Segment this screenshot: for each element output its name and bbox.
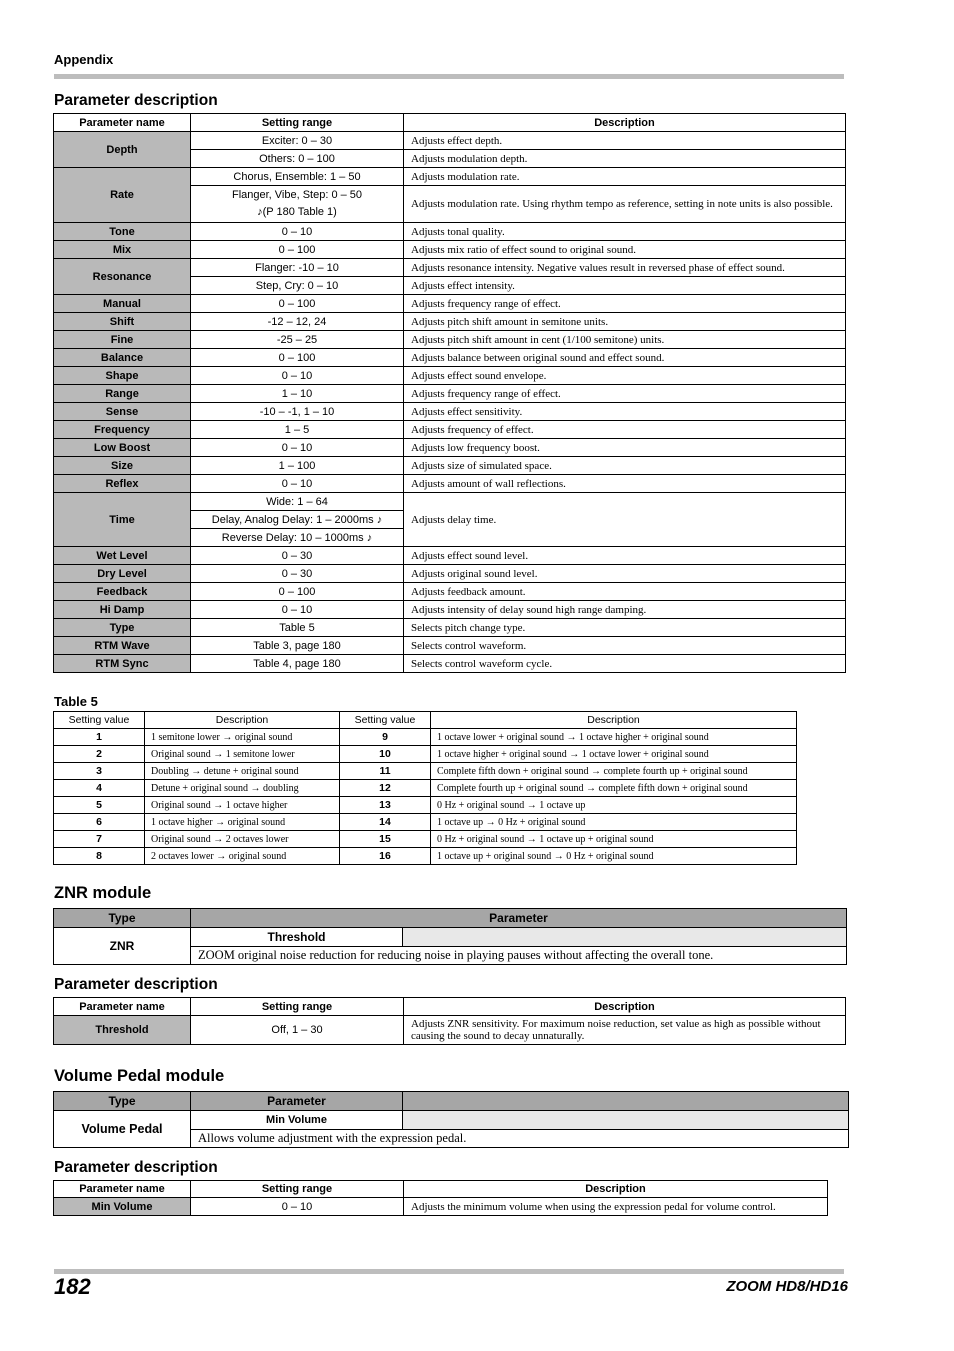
setting-range: Table 4, page 180 xyxy=(191,655,404,673)
value-desc: Detune + original sound → doubling xyxy=(145,780,340,797)
znr-type-header: Type xyxy=(54,909,191,928)
param-name: Shape xyxy=(54,367,191,385)
setting-range: 1 – 10 xyxy=(191,385,404,403)
parameter-table xyxy=(53,113,846,673)
table5-title: Table 5 xyxy=(54,694,98,709)
param-name: Min Volume xyxy=(54,1198,191,1216)
setting-value: 14 xyxy=(340,814,431,831)
table5-row xyxy=(54,763,797,780)
setting-value: 13 xyxy=(340,797,431,814)
col-header-desc: Description xyxy=(404,1181,828,1198)
setting-range: Chorus, Ensemble: 1 – 50 xyxy=(191,168,404,186)
param-name: Type xyxy=(54,619,191,637)
param-desc: Selects control waveform cycle. xyxy=(404,655,846,673)
setting-value: 6 xyxy=(54,814,145,831)
setting-range: 0 – 10 xyxy=(191,367,404,385)
setting-range: Step, Cry: 0 – 10 xyxy=(191,277,404,295)
param-name: Fine xyxy=(54,331,191,349)
value-desc: 1 octave up + original sound → 0 Hz + original sound xyxy=(431,848,797,865)
setting-range: 0 – 10 xyxy=(191,475,404,493)
setting-range: Others: 0 – 100 xyxy=(191,150,404,168)
setting-range: -25 – 25 xyxy=(191,331,404,349)
volpedal-table xyxy=(53,1091,849,1148)
setting-range: Delay, Analog Delay: 1 – 2000ms ♪ xyxy=(191,511,404,529)
param-name: Manual xyxy=(54,295,191,313)
znr-param-threshold: Threshold xyxy=(191,928,403,947)
param-desc: Selects control waveform. xyxy=(404,637,846,655)
setting-range: 0 – 100 xyxy=(191,349,404,367)
param-desc: Adjusts low frequency boost. xyxy=(404,439,846,457)
param-desc: Adjusts mix ratio of effect sound to original sound. xyxy=(404,241,846,259)
param-name: Mix xyxy=(54,241,191,259)
param-name: Resonance xyxy=(54,259,191,295)
param-name: Feedback xyxy=(54,583,191,601)
col-header-name: Parameter name xyxy=(54,998,191,1016)
param-name: Time xyxy=(54,493,191,547)
znr-param-header: Parameter xyxy=(191,909,847,928)
param-desc: Adjusts effect depth. xyxy=(404,132,846,150)
setting-range: 1 – 100 xyxy=(191,457,404,475)
param-desc: Adjusts pitch shift amount in cent (1/100 semitone) units. xyxy=(404,331,846,349)
param-name: Rate xyxy=(54,168,191,223)
param-desc: Adjusts effect sound level. xyxy=(404,547,846,565)
table5-row xyxy=(54,831,797,848)
value-desc: Complete fourth up + original sound → complete fifth down + original sound xyxy=(431,780,797,797)
param-desc: Adjusts delay time. xyxy=(404,493,846,547)
range-line: ♪(P 180 Table 1) xyxy=(257,206,337,218)
table5-row xyxy=(54,780,797,797)
vp-type-name: Volume Pedal xyxy=(54,1111,191,1148)
value-desc: Doubling → detune + original sound xyxy=(145,763,340,780)
setting-range: Wide: 1 – 64 xyxy=(191,493,404,511)
znr-pd-title: Parameter description xyxy=(54,976,218,993)
param-name: Threshold xyxy=(54,1016,191,1045)
setting-range: Reverse Delay: 10 – 1000ms ♪ xyxy=(191,529,404,547)
t5-header-desc: Description xyxy=(431,712,797,729)
setting-range: Table 5 xyxy=(191,619,404,637)
table5-row xyxy=(54,797,797,814)
znr-param-table xyxy=(53,997,846,1045)
param-desc: Adjusts effect sensitivity. xyxy=(404,403,846,421)
param-name: Frequency xyxy=(54,421,191,439)
setting-range: 0 – 30 xyxy=(191,547,404,565)
param-desc: Adjusts effect sound envelope. xyxy=(404,367,846,385)
setting-value: 16 xyxy=(340,848,431,865)
setting-range: Table 3, page 180 xyxy=(191,637,404,655)
setting-value: 7 xyxy=(54,831,145,848)
value-desc: 1 semitone lower → original sound xyxy=(145,729,340,746)
vp-param-minvolume: Min Volume xyxy=(191,1111,403,1130)
param-desc: Adjusts feedback amount. xyxy=(404,583,846,601)
setting-range: 0 – 30 xyxy=(191,565,404,583)
param-name: Tone xyxy=(54,223,191,241)
value-desc: 0 Hz + original sound → 1 octave up + original sound xyxy=(431,831,797,848)
setting-value: 10 xyxy=(340,746,431,763)
setting-range xyxy=(191,186,404,223)
param-desc: Adjusts modulation rate. xyxy=(404,168,846,186)
value-desc: 1 octave higher → original sound xyxy=(145,814,340,831)
table5-row xyxy=(54,848,797,865)
param-desc-title: Parameter description xyxy=(54,92,218,109)
znr-note: ZOOM original noise reduction for reducing noise in playing pauses without affecting the overall tone. xyxy=(191,947,847,965)
param-name: Dry Level xyxy=(54,565,191,583)
setting-value: 9 xyxy=(340,729,431,746)
setting-value: 2 xyxy=(54,746,145,763)
t5-header-value: Setting value xyxy=(340,712,431,729)
setting-range: Exciter: 0 – 30 xyxy=(191,132,404,150)
setting-value: 15 xyxy=(340,831,431,848)
param-desc: Adjusts amount of wall reflections. xyxy=(404,475,846,493)
param-desc: Selects pitch change type. xyxy=(404,619,846,637)
setting-range: 0 – 100 xyxy=(191,295,404,313)
col-header-range: Setting range xyxy=(191,1181,404,1198)
col-header-name: Parameter name xyxy=(54,1181,191,1198)
znr-table xyxy=(53,908,847,965)
setting-value: 11 xyxy=(340,763,431,780)
param-name: Shift xyxy=(54,313,191,331)
setting-range: 0 – 10 xyxy=(191,601,404,619)
param-desc: Adjusts frequency range of effect. xyxy=(404,295,846,313)
setting-range: 0 – 10 xyxy=(191,223,404,241)
param-desc: Adjusts modulation rate. Using rhythm tempo as reference, setting in note units is also possible. xyxy=(404,186,846,223)
setting-value: 4 xyxy=(54,780,145,797)
param-name: RTM Wave xyxy=(54,637,191,655)
col-header-range: Setting range xyxy=(191,998,404,1016)
setting-value: 1 xyxy=(54,729,145,746)
param-desc: Adjusts modulation depth. xyxy=(404,150,846,168)
vp-note: Allows volume adjustment with the expression pedal. xyxy=(191,1130,849,1148)
table5-row xyxy=(54,729,797,746)
col-header-range: Setting range xyxy=(191,114,404,132)
col-header-name: Parameter name xyxy=(54,114,191,132)
setting-value: 5 xyxy=(54,797,145,814)
vp-empty-header xyxy=(403,1092,849,1111)
vp-param-table xyxy=(53,1180,828,1216)
param-name: Wet Level xyxy=(54,547,191,565)
setting-range: -12 – 12, 24 xyxy=(191,313,404,331)
param-desc: Adjusts frequency range of effect. xyxy=(404,385,846,403)
param-desc: Adjusts pitch shift amount in semitone units. xyxy=(404,313,846,331)
param-desc: Adjusts size of simulated space. xyxy=(404,457,846,475)
setting-range: 0 – 10 xyxy=(191,439,404,457)
param-name: Low Boost xyxy=(54,439,191,457)
empty-param-cell xyxy=(403,928,847,947)
param-desc: Adjusts balance between original sound and effect sound. xyxy=(404,349,846,367)
model-name: ZOOM HD8/HD16 xyxy=(726,1278,848,1295)
param-desc: Adjusts tonal quality. xyxy=(404,223,846,241)
param-name: Sense xyxy=(54,403,191,421)
param-desc: Adjusts intensity of delay sound high range damping. xyxy=(404,601,846,619)
table5-row xyxy=(54,814,797,831)
value-desc: Complete fifth down + original sound → complete fourth up + original sound xyxy=(431,763,797,780)
range-line: Flanger, Vibe, Step: 0 – 50 xyxy=(231,189,363,201)
t5-header-desc: Description xyxy=(145,712,340,729)
vp-param-header: Parameter xyxy=(191,1092,403,1111)
value-desc: 1 octave up → 0 Hz + original sound xyxy=(431,814,797,831)
setting-value: 8 xyxy=(54,848,145,865)
param-name: Hi Damp xyxy=(54,601,191,619)
bottom-rule xyxy=(54,1269,844,1274)
param-desc: Adjusts resonance intensity. Negative values result in reversed phase of effect sound. xyxy=(404,259,846,277)
table5-row xyxy=(54,746,797,763)
volpedal-title: Volume Pedal module xyxy=(54,1067,225,1085)
value-desc: Original sound → 1 octave higher xyxy=(145,797,340,814)
setting-range: 0 – 100 xyxy=(191,241,404,259)
col-header-desc: Description xyxy=(404,998,846,1016)
param-name: Reflex xyxy=(54,475,191,493)
setting-value: 3 xyxy=(54,763,145,780)
setting-value: 12 xyxy=(340,780,431,797)
setting-range: -10 – -1, 1 – 10 xyxy=(191,403,404,421)
setting-range: 0 – 10 xyxy=(191,1198,404,1216)
setting-range: 0 – 100 xyxy=(191,583,404,601)
param-desc: Adjusts frequency of effect. xyxy=(404,421,846,439)
t5-header-value: Setting value xyxy=(54,712,145,729)
setting-range: Off, 1 – 30 xyxy=(191,1016,404,1045)
param-name: Depth xyxy=(54,132,191,168)
page-number: 182 xyxy=(54,1274,91,1299)
value-desc: Original sound → 1 semitone lower xyxy=(145,746,340,763)
znr-type-name: ZNR xyxy=(54,928,191,965)
param-desc: Adjusts ZNR sensitivity. For maximum noise reduction, set value as high as possible without causing the sound to decay unnaturally. xyxy=(404,1016,846,1045)
param-desc: Adjusts the minimum volume when using the expression pedal for volume control. xyxy=(404,1198,828,1216)
setting-range: Flanger: -10 – 10 xyxy=(191,259,404,277)
vp-type-header: Type xyxy=(54,1092,191,1111)
top-rule xyxy=(54,74,844,79)
param-name: Balance xyxy=(54,349,191,367)
table5 xyxy=(53,711,797,865)
value-desc: 1 octave higher + original sound → 1 octave lower + original sound xyxy=(431,746,797,763)
value-desc: Original sound → 2 octaves lower xyxy=(145,831,340,848)
empty-param-cell xyxy=(403,1111,849,1130)
value-desc: 1 octave lower + original sound → 1 octave higher + original sound xyxy=(431,729,797,746)
param-name: Range xyxy=(54,385,191,403)
vp-pd-title: Parameter description xyxy=(54,1159,218,1176)
param-desc: Adjusts original sound level. xyxy=(404,565,846,583)
section-header: Appendix xyxy=(54,52,114,67)
setting-range: 1 – 5 xyxy=(191,421,404,439)
param-desc: Adjusts effect intensity. xyxy=(404,277,846,295)
col-header-desc: Description xyxy=(404,114,846,132)
znr-title: ZNR module xyxy=(54,884,152,902)
param-name: Size xyxy=(54,457,191,475)
table5-body xyxy=(54,729,797,865)
param-name: RTM Sync xyxy=(54,655,191,673)
value-desc: 0 Hz + original sound → 1 octave up xyxy=(431,797,797,814)
value-desc: 2 octaves lower → original sound xyxy=(145,848,340,865)
